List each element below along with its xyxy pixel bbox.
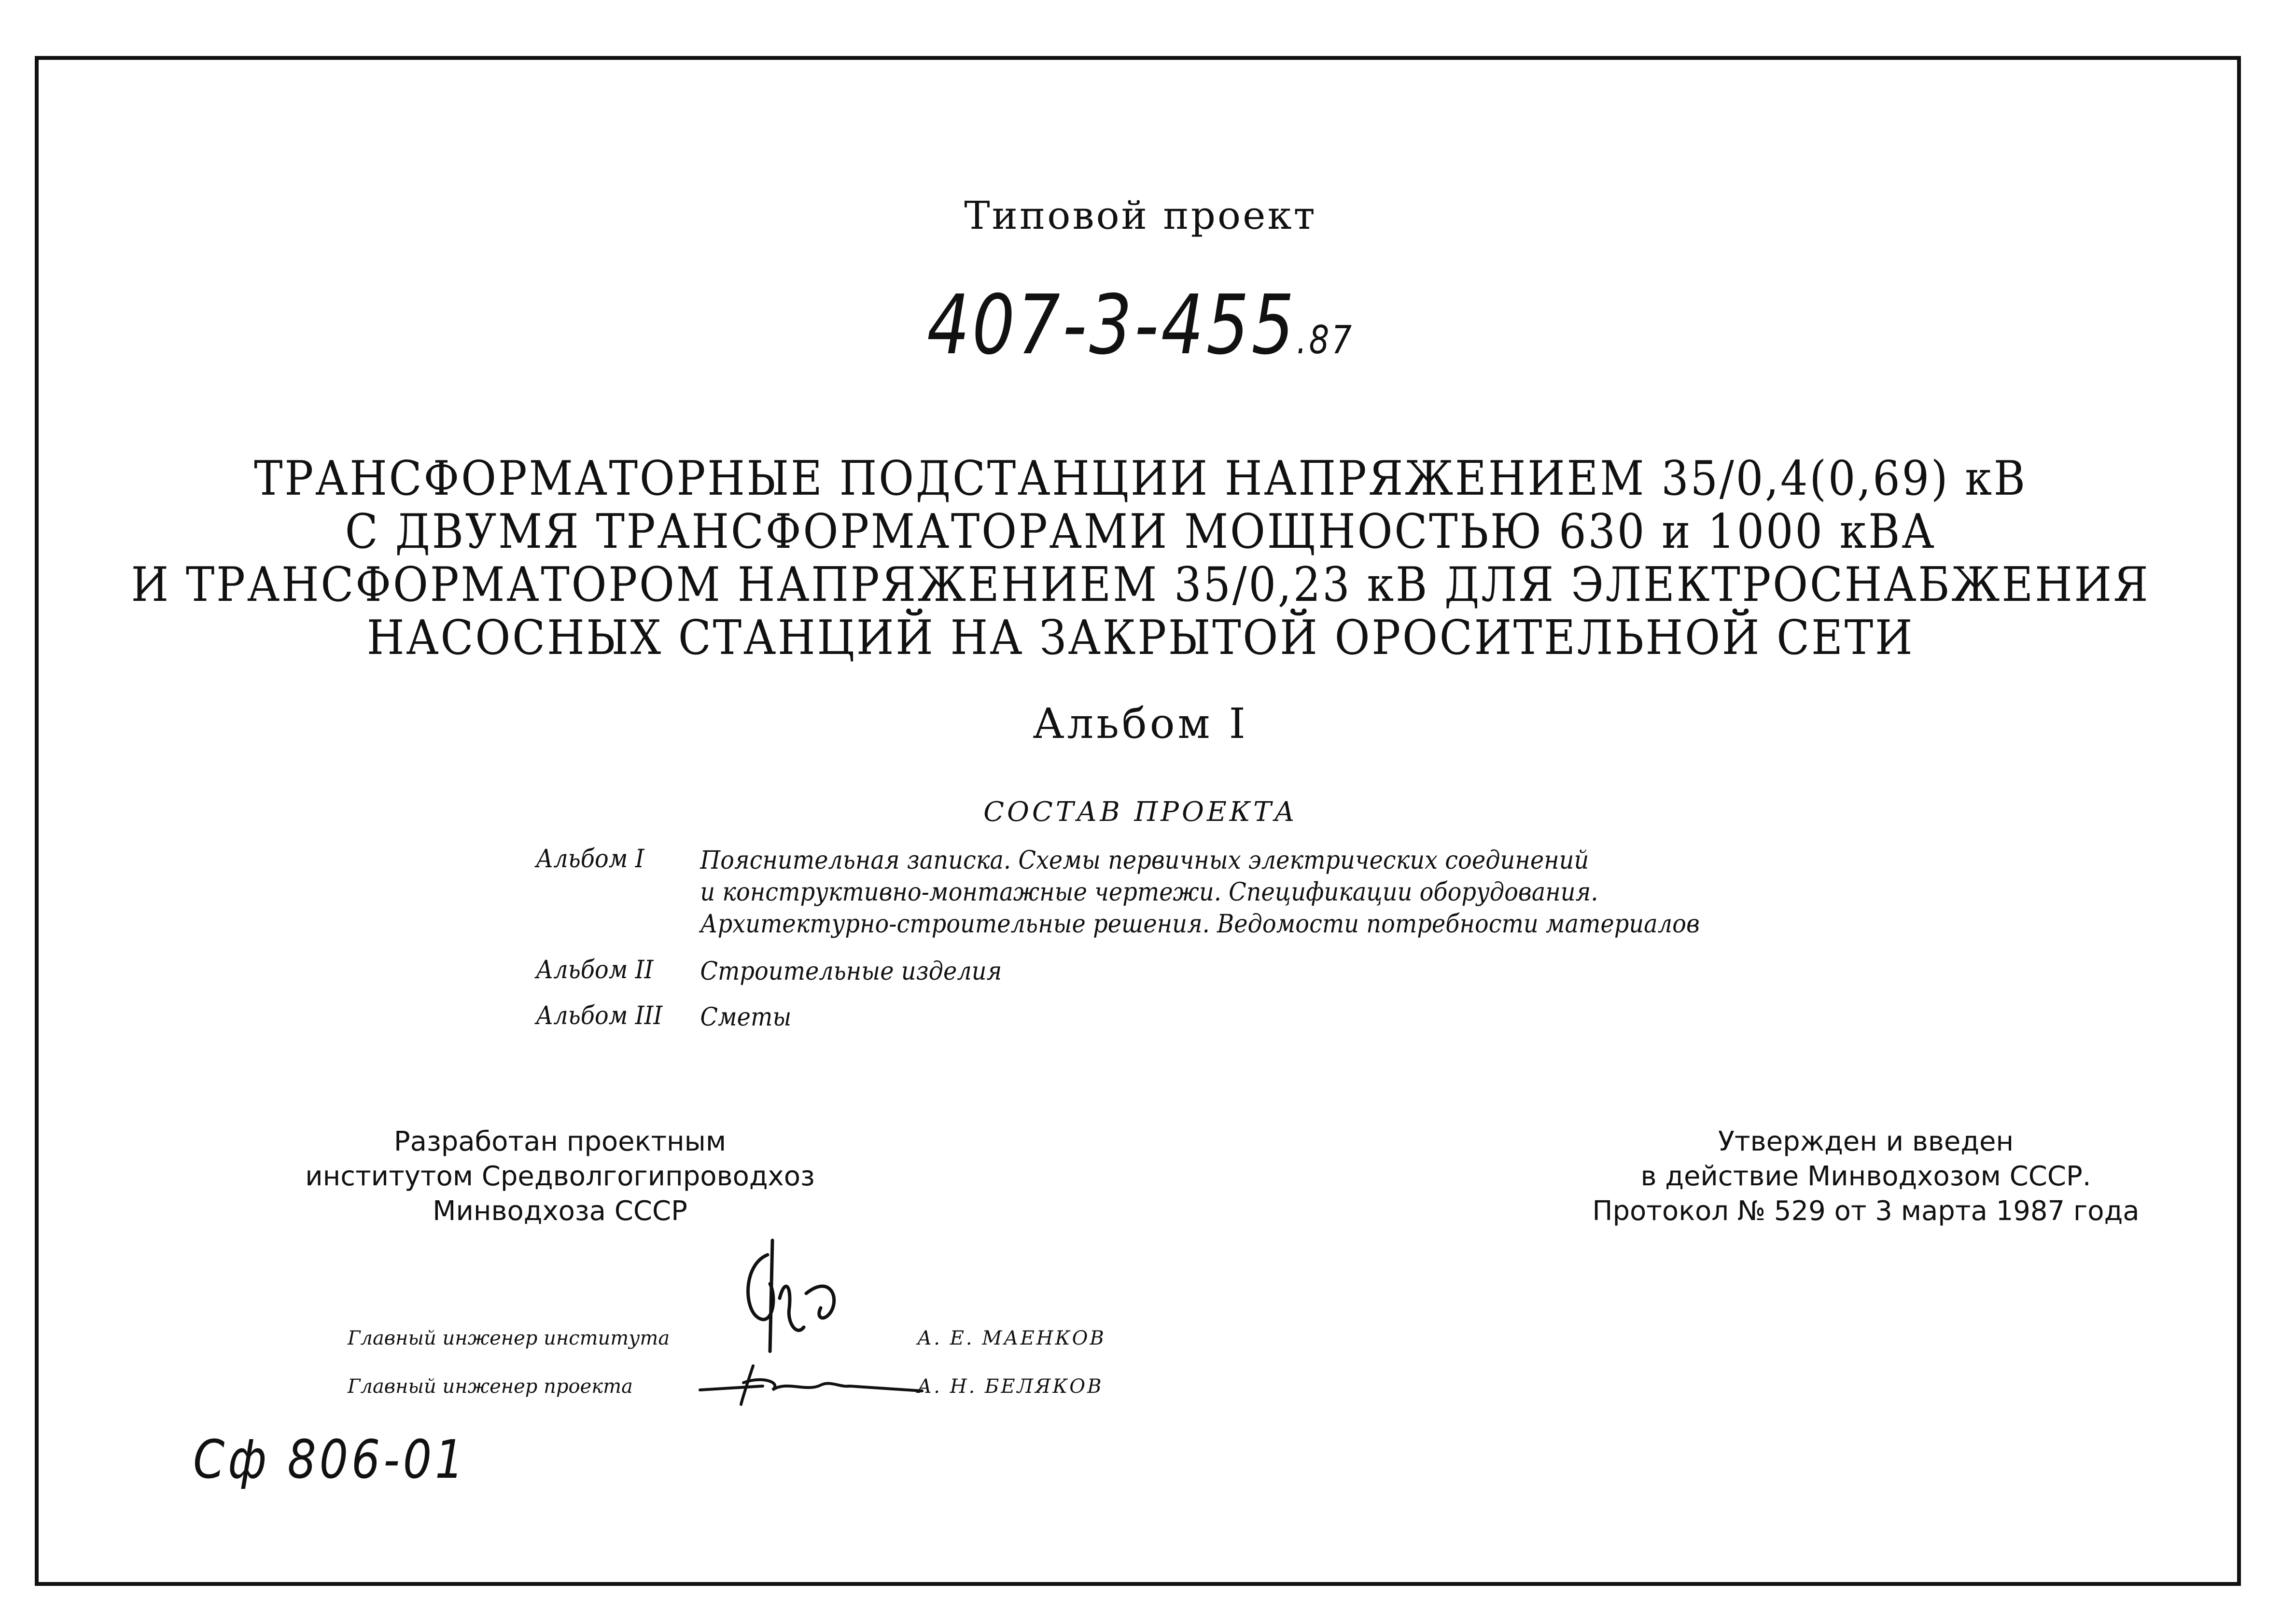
project-number-main: 407-3-455 (927, 278, 1297, 373)
developer-block (270, 1124, 850, 1229)
archive-stamp: Сф 806-01 (193, 1429, 467, 1490)
title-line-3: И ТРАНСФОРМАТОРОМ НАПРЯЖЕНИЕМ 35/0,23 кВ ДЛЯ ЭЛЕКТРОСНАБЖЕНИЯ (131, 557, 2150, 612)
composition-line: Сметы (700, 1003, 792, 1032)
title-line-4: НАСОСНЫХ СТАНЦИЙ НА ЗАКРЫТОЙ ОРОСИТЕЛЬНОЙ СЕТИ (366, 611, 1915, 666)
signature-1-graphic (724, 1226, 869, 1371)
composition-line: Пояснительная записка. Схемы первичных электрических соединений (700, 846, 1589, 875)
composition-heading: СОСТАВ ПРОЕКТА (983, 796, 1298, 828)
composition-line: Строительные изделия (700, 957, 1002, 986)
composition-description (700, 845, 1699, 940)
composition-item-album-1 (536, 845, 1700, 940)
signature-name-1: А. Е. МАЕНКОВ (917, 1327, 1106, 1349)
composition-line: Архитектурно-строительные решения. Ведомости потребности материалов (700, 910, 1700, 939)
composition-label: Альбом III (536, 1001, 663, 1030)
album-title: Альбом I (1033, 700, 1248, 748)
developer-line: Разработан проектным (393, 1126, 727, 1157)
signature-role-1: Главный инженер института (348, 1327, 670, 1349)
title-line-1: ТРАНСФОРМАТОРНЫЕ ПОДСТАНЦИИ НАПРЯЖЕНИЕМ 35/0,4(0,69) кВ (254, 451, 2027, 506)
signature-2-graphic (695, 1356, 927, 1409)
approval-line: Утвержден и введен (1718, 1126, 2014, 1157)
composition-label: Альбом I (536, 845, 644, 874)
signature-name-2: А. Н. БЕЛЯКОВ (917, 1375, 1104, 1398)
approval-line: в действие Минводхозом СССР. (1640, 1161, 2091, 1192)
signature-role-2: Главный инженер проекта (348, 1375, 633, 1398)
project-year: .87 (1296, 318, 1354, 362)
title-line-2: С ДВУМЯ ТРАНСФОРМАТОРАМИ МОЩНОСТЬЮ 630 и 1000 кВА (345, 504, 1936, 559)
approval-line: Протокол № 529 от 3 марта 1987 года (1592, 1195, 2140, 1227)
document-kicker: Типовой проект (964, 193, 1317, 238)
developer-line: институтом Средволгогипроводхоз (305, 1161, 815, 1192)
composition-label: Альбом II (536, 956, 654, 985)
developer-line: Минводхоза СССР (433, 1195, 687, 1227)
composition-line: и конструктивно-монтажные чертежи. Спецификации оборудования. (700, 878, 1598, 907)
composition-item-album-3 (536, 1001, 791, 1033)
project-number (205, 278, 2076, 373)
approval-block (1588, 1124, 2143, 1229)
composition-item-album-2 (536, 956, 1002, 987)
